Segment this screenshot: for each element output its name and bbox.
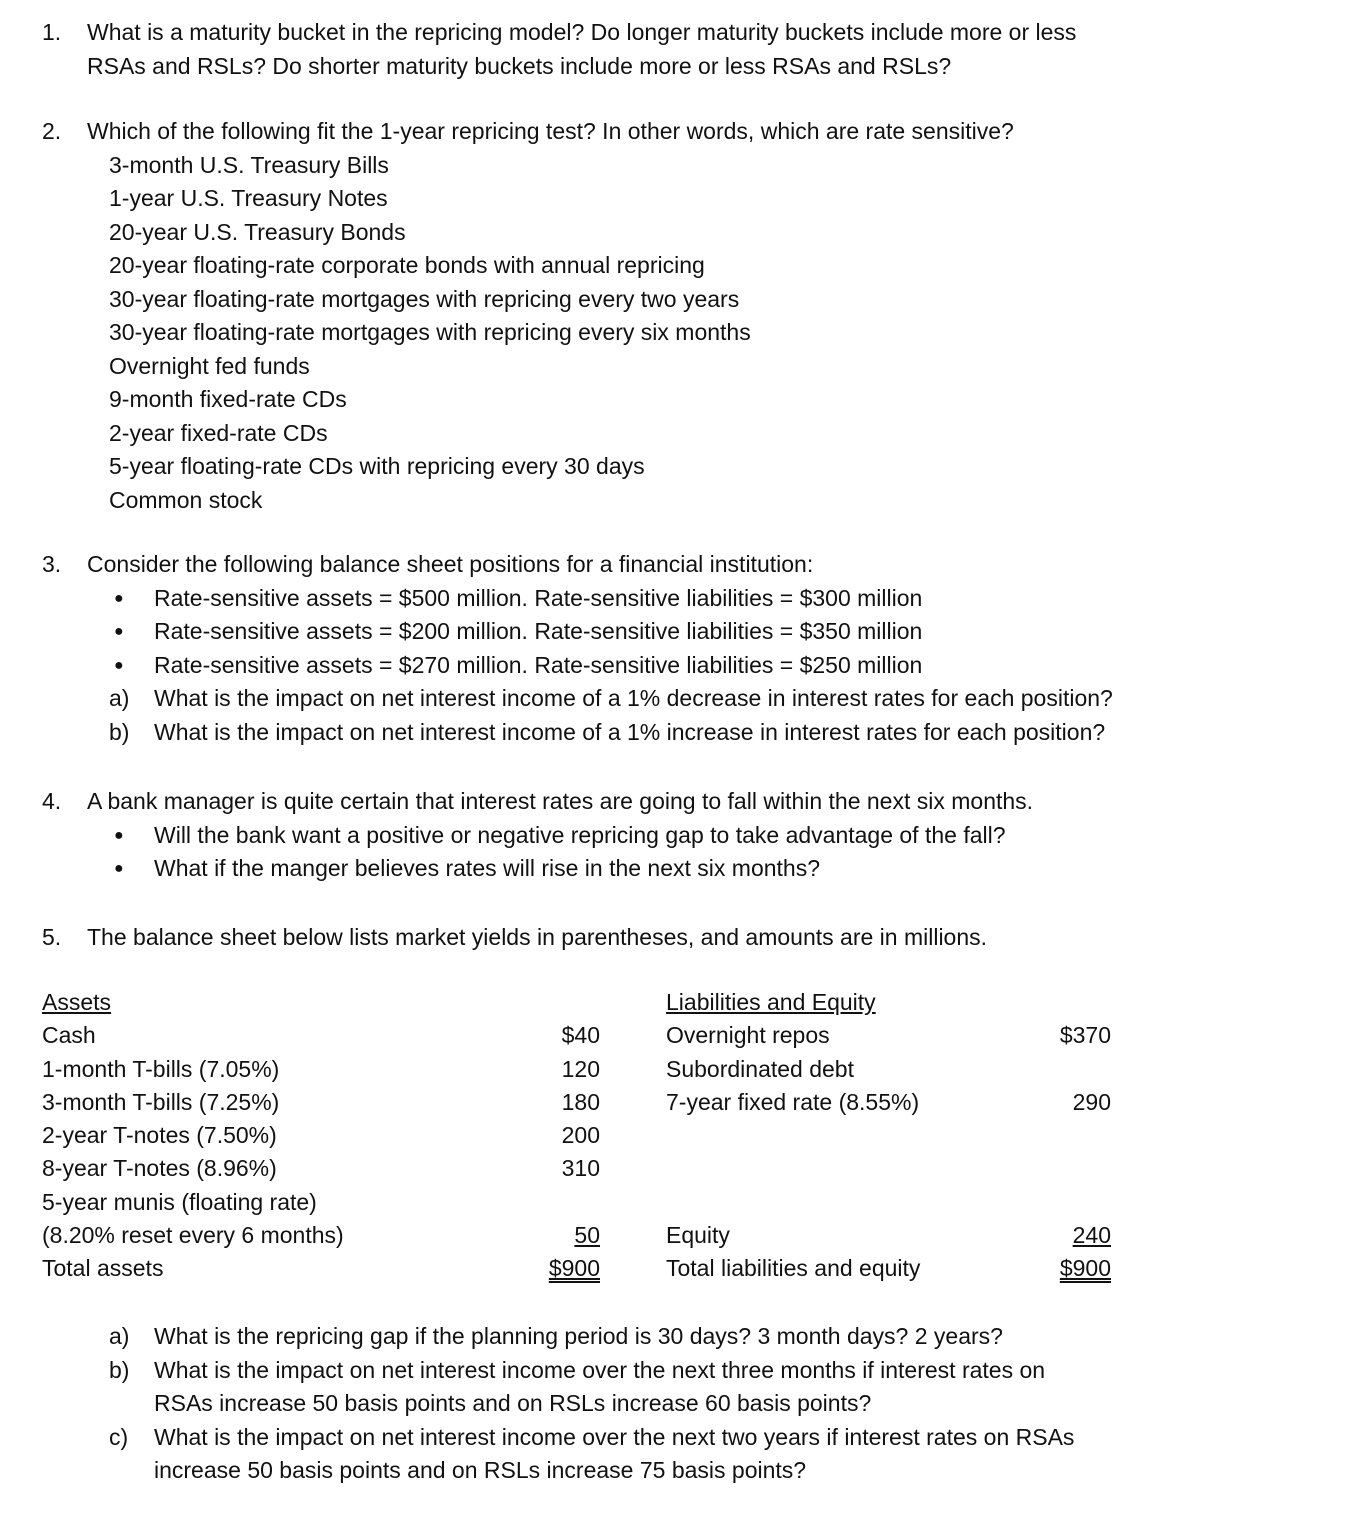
question-line bbox=[42, 16, 1312, 50]
bullet-icon: ● bbox=[114, 826, 124, 844]
total-assets-amount: $900 bbox=[548, 1255, 600, 1281]
assets-header: Assets bbox=[42, 989, 112, 1015]
question-text: The balance sheet below lists market yields in parentheses, and amounts are in millions. bbox=[87, 924, 988, 950]
sub-question-text: RSAs increase 50 basis points and on RSLs increase 60 basis points? bbox=[154, 1390, 872, 1416]
sub-question-letter: c) bbox=[109, 1423, 129, 1450]
question-text: Which of the following fit the 1-year repricing test? In other words, which are rate sensitive? bbox=[87, 118, 1014, 144]
question-line bbox=[42, 50, 1312, 84]
question-number: 4. bbox=[42, 788, 62, 814]
sub-question-text: What is the impact on net interest income over the next two years if interest rates on RSAs bbox=[154, 1423, 1075, 1450]
question-number: 3. bbox=[42, 551, 62, 577]
question-2 bbox=[42, 115, 1312, 517]
equity-label: Equity bbox=[666, 1222, 730, 1248]
liability-label: Overnight repos bbox=[666, 1022, 830, 1048]
sub-question bbox=[42, 682, 1312, 716]
question-line bbox=[42, 115, 1312, 149]
question-4 bbox=[42, 785, 1312, 886]
question-5-parts bbox=[42, 1320, 1312, 1488]
bullet-item: ● Will the bank want a positive or negative repricing gap to take advantage of the fall? bbox=[42, 819, 1312, 853]
list-item: 5-year floating-rate CDs with repricing every 30 days bbox=[109, 453, 645, 479]
asset-label: (8.20% reset every 6 months) bbox=[42, 1222, 344, 1248]
list-item: 1-year U.S. Treasury Notes bbox=[109, 185, 388, 211]
asset-amount: 50 bbox=[574, 1222, 600, 1248]
bullet-icon: ● bbox=[114, 623, 124, 640]
liability-amount: $370 bbox=[1059, 1022, 1111, 1048]
list-item: 9-month fixed-rate CDs bbox=[109, 386, 347, 412]
sub-question-text: What is the impact on net interest income of a 1% decrease in interest rates for each position? bbox=[154, 685, 1113, 711]
sub-question bbox=[42, 1421, 1312, 1455]
asset-label: 8-year T-notes (8.96%) bbox=[42, 1155, 277, 1181]
asset-amount: 200 bbox=[561, 1122, 600, 1148]
sub-question-letter: a) bbox=[109, 685, 130, 711]
question-number: 2. bbox=[42, 118, 62, 144]
bullet-item: ● Rate-sensitive assets = $500 million. Rate-sensitive liabilities = $300 million bbox=[42, 582, 1312, 616]
list-item: 20-year U.S. Treasury Bonds bbox=[109, 218, 406, 245]
question-text: What is a maturity bucket in the repricing model? Do longer maturity buckets include more or less bbox=[87, 19, 1077, 45]
liability-label: Subordinated debt bbox=[666, 1056, 854, 1082]
liability-label: 7-year fixed rate (8.55%) bbox=[666, 1089, 920, 1115]
question-line bbox=[42, 921, 1312, 955]
liabilities-header: Liabilities and Equity bbox=[666, 989, 876, 1015]
question-text: RSAs and RSLs? Do shorter maturity buckets include more or less RSAs and RSLs? bbox=[87, 52, 952, 79]
list-item: 20-year floating-rate corporate bonds with annual repricing bbox=[109, 252, 705, 278]
list-item: Common stock bbox=[109, 486, 263, 513]
asset-amount: $40 bbox=[561, 1022, 600, 1048]
question-text: Consider the following balance sheet positions for a financial institution: bbox=[87, 551, 814, 577]
sub-question-continuation bbox=[42, 1387, 1312, 1421]
liability-amount: 290 bbox=[1072, 1089, 1111, 1115]
bullet-item: ● What if the manger believes rates will rise in the next six months? bbox=[42, 852, 1312, 886]
asset-label: 5-year munis (floating rate) bbox=[42, 1189, 317, 1215]
sub-question-text: What is the repricing gap if the planning period is 30 days? 3 month days? 2 years? bbox=[154, 1323, 1003, 1349]
asset-label: Cash bbox=[42, 1022, 96, 1048]
sub-question-letter: b) bbox=[109, 1356, 130, 1383]
sub-question-letter: b) bbox=[109, 718, 130, 745]
question-line bbox=[42, 548, 1312, 582]
bullet-item: ● Rate-sensitive assets = $270 million. Rate-sensitive liabilities = $250 million bbox=[42, 649, 1312, 683]
bullet-icon: ● bbox=[114, 656, 124, 674]
bullet-icon: ● bbox=[114, 589, 124, 607]
list-item: 30-year floating-rate mortgages with repricing every two years bbox=[109, 285, 740, 312]
question-3 bbox=[42, 548, 1312, 749]
list-item: 30-year floating-rate mortgages with repricing every six months bbox=[109, 319, 751, 345]
sub-question-text: increase 50 basis points and on RSLs increase 75 basis points? bbox=[154, 1457, 807, 1483]
total-liabilities-amount: $900 bbox=[1059, 1255, 1111, 1281]
question-1 bbox=[42, 16, 1312, 83]
sub-question bbox=[42, 1354, 1312, 1388]
question-number: 5. bbox=[42, 924, 62, 950]
total-assets-label: Total assets bbox=[42, 1255, 164, 1281]
asset-amount: 310 bbox=[561, 1155, 600, 1181]
question-line bbox=[42, 785, 1312, 819]
asset-label: 1-month T-bills (7.05%) bbox=[42, 1056, 280, 1082]
asset-label: 2-year T-notes (7.50%) bbox=[42, 1122, 277, 1148]
list-item: Overnight fed funds bbox=[109, 352, 310, 379]
bullet-item: ● Rate-sensitive assets = $200 million. Rate-sensitive liabilities = $350 million bbox=[42, 615, 1312, 649]
sub-question-letter: a) bbox=[109, 1323, 130, 1349]
list-item: 3-month U.S. Treasury Bills bbox=[109, 151, 389, 178]
bullet-icon: ● bbox=[114, 860, 124, 877]
question-number: 1. bbox=[42, 19, 62, 45]
total-liabilities-label: Total liabilities and equity bbox=[666, 1255, 921, 1281]
balance-sheet bbox=[42, 986, 1142, 1291]
sub-question bbox=[42, 1320, 1312, 1354]
asset-label: 3-month T-bills (7.25%) bbox=[42, 1089, 280, 1115]
sub-question-text: What is the impact on net interest income of a 1% increase in interest rates for each position? bbox=[154, 718, 1106, 745]
equity-amount: 240 bbox=[1072, 1222, 1111, 1248]
list-item: 2-year fixed-rate CDs bbox=[109, 419, 328, 446]
asset-amount: 180 bbox=[561, 1089, 600, 1115]
sub-question bbox=[42, 716, 1312, 750]
question-text: A bank manager is quite certain that interest rates are going to fall within the next six months. bbox=[87, 788, 1034, 814]
question-5 bbox=[42, 921, 1312, 955]
asset-amount: 120 bbox=[561, 1056, 600, 1082]
sub-question-text: What is the impact on net interest income over the next three months if interest rates on bbox=[154, 1356, 1046, 1383]
sub-question-continuation bbox=[42, 1454, 1312, 1488]
